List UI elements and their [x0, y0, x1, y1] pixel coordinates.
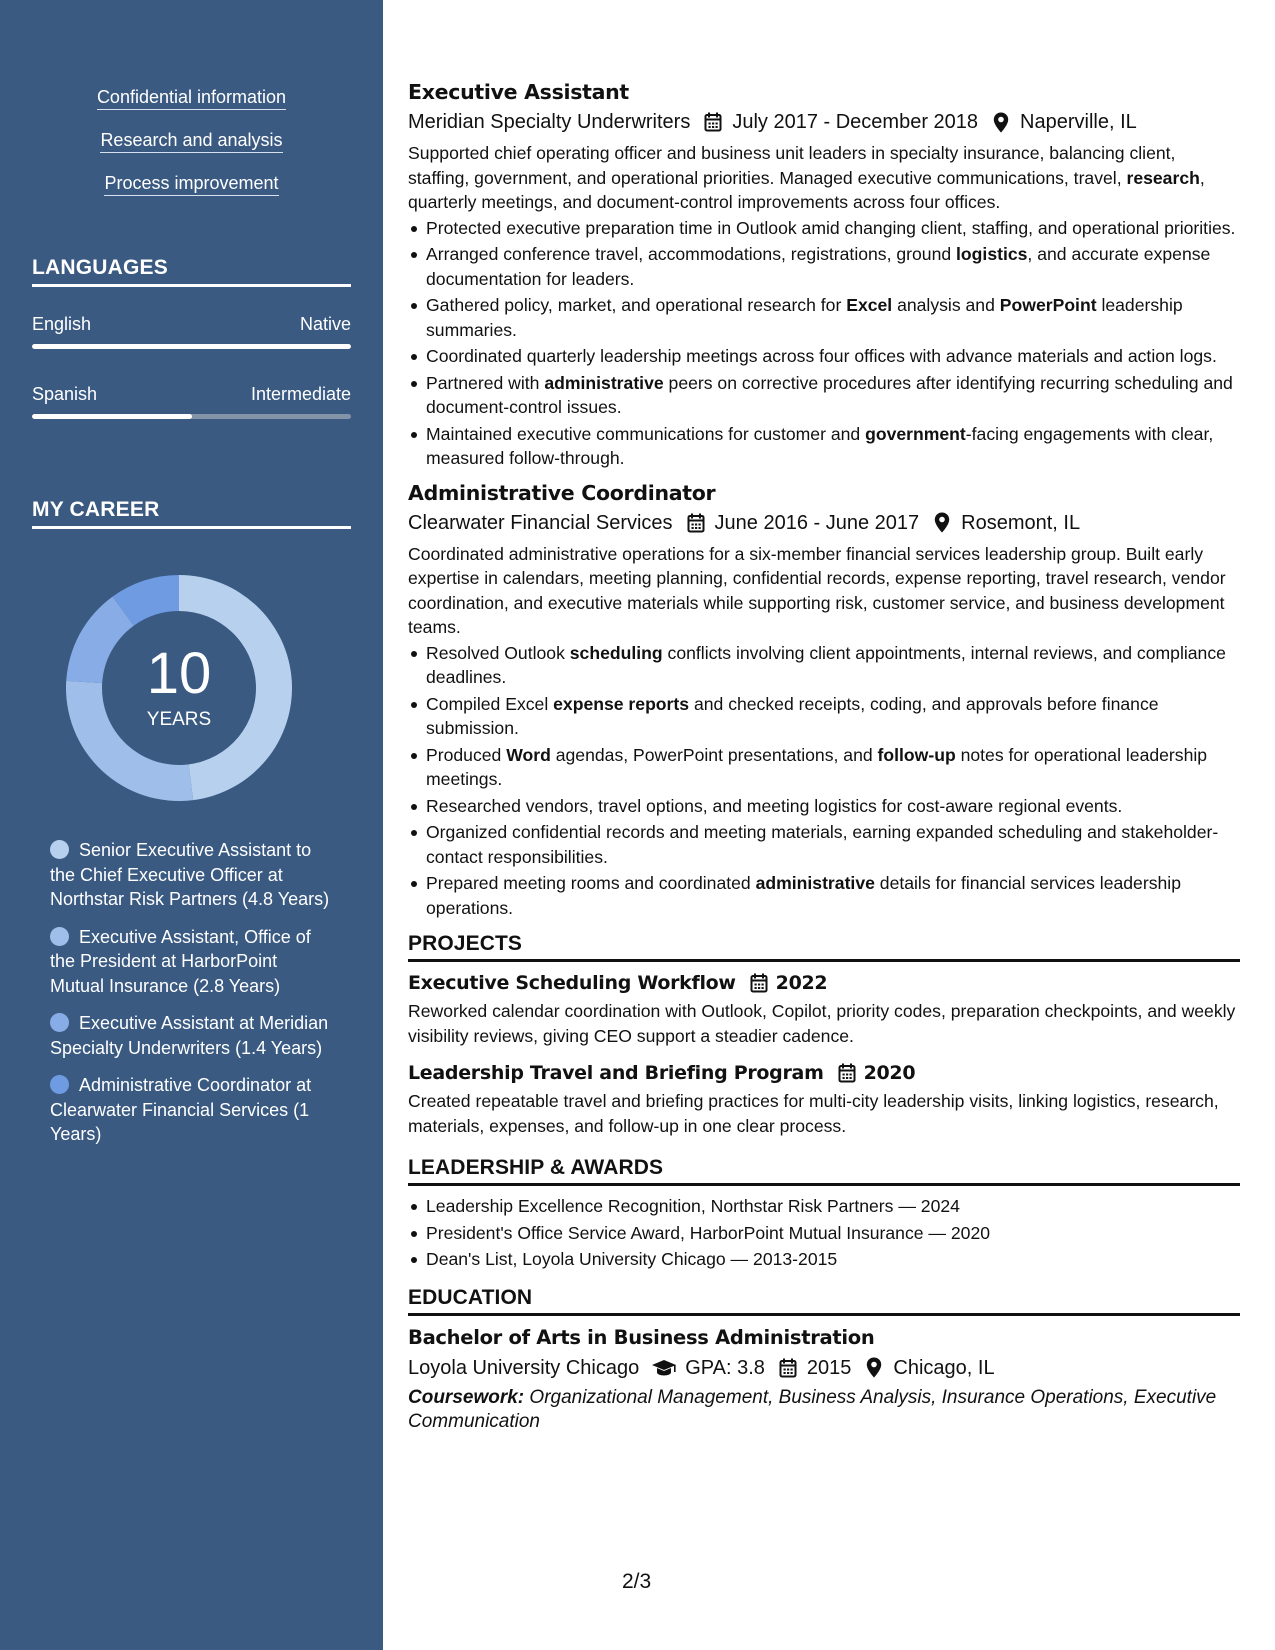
language-row — [32, 384, 351, 405]
coursework-label: Coursework: — [408, 1386, 525, 1408]
project-description: Reworked calendar coordination with Outlook, Copilot, priority codes, preparation checkpoints, and weekly visibility reviews, giving CEO support a steadier cadence. — [408, 1001, 1236, 1046]
career-total-unit: YEARS — [146, 709, 212, 730]
calendar-icon — [748, 972, 770, 994]
education-location: Chicago, IL — [893, 1356, 995, 1379]
career-legend-item — [50, 925, 335, 999]
skill-link[interactable]: Research and analysis — [100, 129, 282, 153]
career-legend-text: Executive Assistant, Office of the President at HarborPoint Mutual Insurance (2.8 Years) — [50, 926, 311, 996]
skill-link[interactable]: Process improvement — [104, 172, 278, 196]
career-legend-text: Senior Executive Assistant to the Chief Executive Officer at Northstar Risk Partners (4.8 Years) — [50, 840, 330, 909]
project-entry — [408, 970, 1240, 1048]
languages-heading: LANGUAGES — [32, 256, 351, 287]
career-donut-chart — [66, 575, 292, 801]
job-bullet: Coordinated quarterly leadership meetings across four offices with advance materials and action logs. — [408, 344, 1240, 369]
project-title: Leadership Travel and Briefing Program — [408, 1062, 824, 1084]
job-summary: Supported chief operating officer and business unit leaders in specialty insurance, balancing client, staffing, government, and operational priorities. Managed executive communications, travel, research, quarterly meetings, and document-control improvements across four offices. — [408, 143, 1205, 212]
legend-dot-icon — [50, 840, 69, 859]
career-legend-item — [50, 1073, 335, 1147]
job-dates: July 2017 - December 2018 — [732, 111, 979, 133]
career-donut-center — [66, 575, 292, 801]
graduation-cap-icon — [651, 1357, 677, 1379]
project-description: Created repeatable travel and briefing practices for multi-city leadership visits, linking logistics, research, materials, expenses, and follow-up in one clear process. — [408, 1091, 1219, 1136]
calendar-icon — [685, 512, 707, 534]
language-level: Intermediate — [250, 384, 351, 404]
job-dates: June 2016 - June 2017 — [714, 511, 920, 534]
language-proficiency-bar — [32, 344, 351, 349]
page-number: 2/3 — [622, 1570, 652, 1593]
project-entry — [408, 1060, 1240, 1138]
project-title-row — [408, 1060, 1240, 1086]
career-legend-text: Executive Assistant at Meridian Specialty Underwriters (1.4 Years) — [50, 1013, 329, 1058]
career-legend — [50, 838, 335, 1160]
legend-dot-icon — [50, 1013, 69, 1032]
career-legend-text: Administrative Coordinator at Clearwater Financial Services (1 Years) — [50, 1075, 312, 1144]
language-level: Native — [299, 314, 351, 334]
awards-section — [408, 1156, 1240, 1272]
award-item: Leadership Excellence Recognition, Northstar Risk Partners — 2024 — [408, 1194, 1240, 1219]
job-bullets — [408, 641, 1240, 921]
project-title-row — [408, 970, 1240, 996]
calendar-icon — [836, 1062, 858, 1084]
job-bullet: Gathered policy, market, and operational research for Excel analysis and PowerPoint leadership summaries. — [408, 293, 1240, 342]
job-company: Meridian Specialty Underwriters — [408, 111, 691, 133]
map-pin-icon — [990, 111, 1012, 133]
language-name: Spanish — [32, 384, 98, 404]
map-pin-icon — [863, 1357, 885, 1379]
language-proficiency-fill — [32, 414, 192, 419]
education-year: 2015 — [806, 1356, 852, 1379]
job-title: Executive Assistant — [408, 80, 629, 104]
career-legend-item — [50, 1011, 335, 1060]
education-heading: EDUCATION — [408, 1286, 1240, 1316]
job-bullet: Prepared meeting rooms and coordinated administrative details for financial services leadership operations. — [408, 871, 1240, 920]
job-summary: Coordinated administrative operations for a six-member financial services leadership group. Built early expertise in calendars, meeting planning, confidential records, expense reporting, travel research, vendor coordination, and executive materials while supporting risk, customer service, and business development teams. — [408, 543, 1226, 637]
language-name: English — [32, 314, 92, 334]
project-title: Executive Scheduling Workflow — [408, 972, 736, 994]
education-section — [408, 1286, 1240, 1434]
education-coursework — [408, 1386, 1240, 1434]
job-location: Rosemont, IL — [961, 511, 1081, 534]
legend-dot-icon — [50, 927, 69, 946]
calendar-icon — [777, 1357, 799, 1379]
award-item: Dean's List, Loyola University Chicago — 2013-2015 — [408, 1247, 1240, 1272]
main-content — [408, 78, 1240, 1434]
education-gpa: GPA: 3.8 — [685, 1356, 765, 1379]
job-bullet: Researched vendors, travel options, and meeting logistics for cost-aware regional events. — [408, 794, 1240, 819]
legend-dot-icon — [50, 1075, 69, 1094]
job-bullets — [408, 216, 1240, 471]
job-entry — [408, 479, 1240, 921]
projects-section — [408, 932, 1240, 1138]
career-heading: MY CAREER — [32, 498, 351, 529]
coursework-list: Organizational Management, Business Analysis, Insurance Operations, Executive Communication — [408, 1386, 1217, 1432]
job-bullet: Compiled Excel expense reports and checked receipts, coding, and approvals before finance submission. — [408, 692, 1240, 741]
job-bullet: Produced Word agendas, PowerPoint presentations, and follow-up notes for operational leadership meetings. — [408, 743, 1240, 792]
award-item: President's Office Service Award, HarborPoint Mutual Insurance — 2020 — [408, 1221, 1240, 1246]
career-total-years: 10 — [146, 641, 212, 706]
job-entry — [408, 78, 1240, 471]
language-row — [32, 314, 351, 335]
skills-list — [0, 86, 383, 215]
job-bullet: Maintained executive communications for customer and government-facing engagements with clear, measured follow-through. — [408, 422, 1240, 471]
calendar-icon — [702, 111, 724, 133]
education-meta — [408, 1355, 1240, 1381]
sidebar — [0, 0, 383, 1650]
job-meta — [408, 109, 1240, 135]
job-title: Administrative Coordinator — [408, 480, 716, 505]
map-pin-icon — [931, 512, 953, 534]
project-year: 2022 — [775, 972, 828, 994]
skill-link[interactable]: Confidential information — [97, 86, 286, 110]
job-company: Clearwater Financial Services — [408, 511, 673, 534]
job-bullet: Resolved Outlook scheduling conflicts involving client appointments, internal reviews, and compliance deadlines. — [408, 641, 1240, 690]
project-year: 2020 — [863, 1062, 916, 1084]
job-bullet: Protected executive preparation time in Outlook amid changing client, staffing, and operational priorities. — [408, 216, 1240, 241]
awards-list — [408, 1194, 1240, 1272]
education-degree: Bachelor of Arts in Business Administration — [408, 1325, 875, 1349]
education-school: Loyola University Chicago — [408, 1356, 640, 1379]
job-bullet: Arranged conference travel, accommodations, registrations, ground logistics, and accurate expense documentation for leaders. — [408, 242, 1240, 291]
awards-heading: LEADERSHIP & AWARDS — [408, 1156, 1240, 1186]
job-location: Naperville, IL — [1020, 111, 1137, 133]
job-bullet: Partnered with administrative peers on corrective procedures after identifying recurring scheduling and document-control issues. — [408, 371, 1240, 420]
projects-heading: PROJECTS — [408, 932, 1240, 962]
job-bullet: Organized confidential records and meeting materials, earning expanded scheduling and stakeholder-contact responsibilities. — [408, 820, 1240, 869]
career-legend-item — [50, 838, 335, 912]
language-proficiency-fill — [32, 344, 351, 349]
job-meta — [408, 510, 1240, 536]
language-proficiency-bar — [32, 414, 351, 419]
